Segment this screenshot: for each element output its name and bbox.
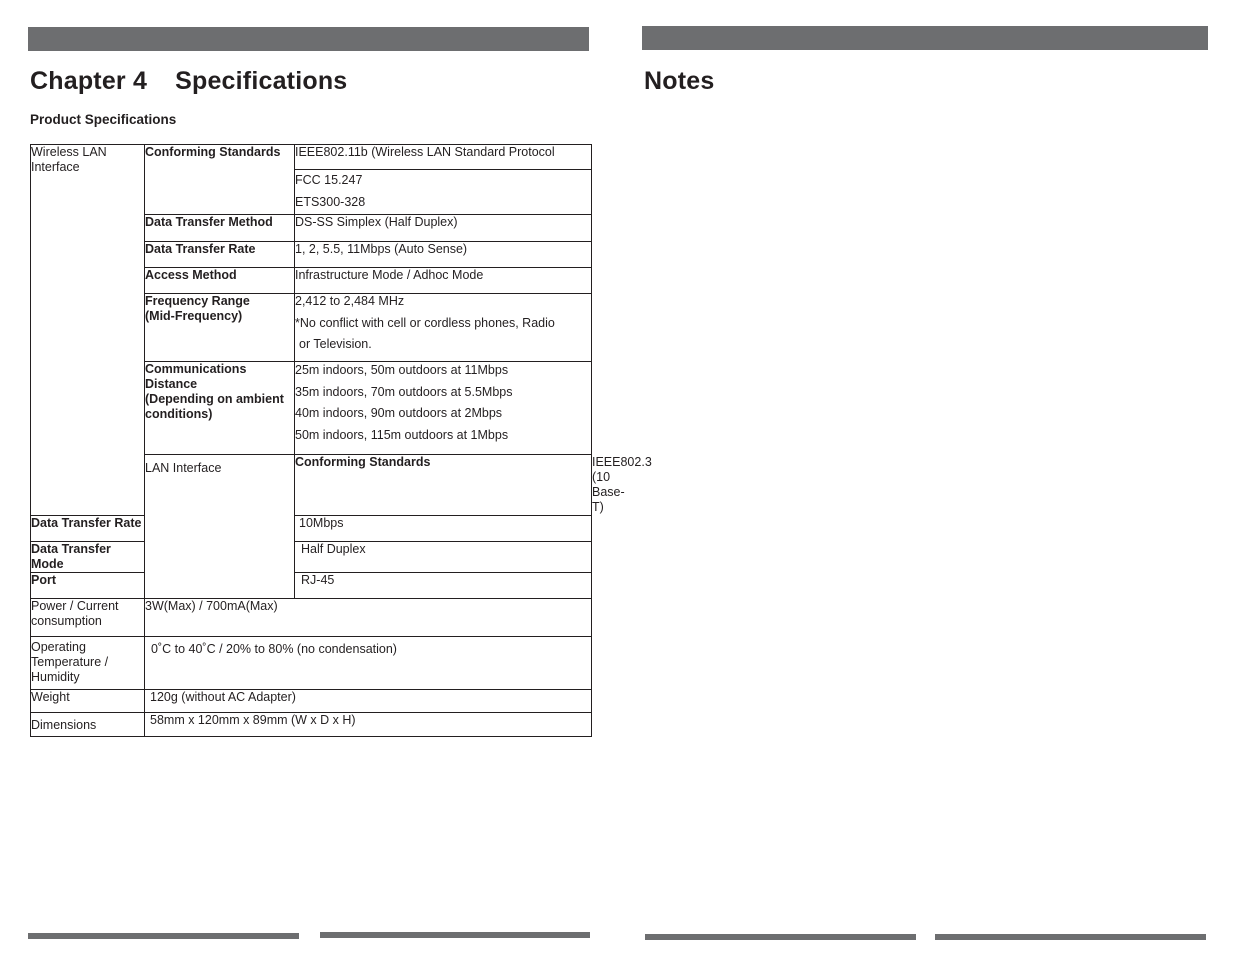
power-category-2: consumption [31,614,102,628]
distance-1mbps: 50m indoors, 115m outdoors at 1Mbps [295,427,509,442]
wlan-access-method-value: Infrastructure Mode / Adhoc Mode [295,268,592,294]
lan-port-value: RJ-45 [295,573,592,599]
right-header-bar [642,26,1208,50]
lan-conforming-standards-label: Conforming Standards [295,455,592,516]
frequency-range-value: 2,412 to 2,484 MHz [295,294,405,308]
table-row [31,542,592,573]
lan-category: LAN Interface [145,461,222,475]
table-row [31,690,592,713]
table-row [31,573,592,599]
operating-category-1: Operating [31,640,86,654]
lan-data-transfer-mode-value: Half Duplex [295,542,592,573]
operating-category-3: Humidity [31,670,80,684]
section-title: Product Specifications [30,112,177,127]
wlan-communications-distance-value-cell [295,362,592,455]
operating-category-2: Temperature / [31,655,109,669]
table-row [31,145,592,170]
weight-category: Weight [31,690,145,713]
wlan-frequency-range-label-cell [145,294,295,362]
wlan-data-transfer-method-label: Data Transfer Method [145,215,295,242]
wlan-conforming-standards-value: IEEE802.11b (Wireless LAN Standard Protocol [295,145,592,170]
wlan-certifications-cell [295,170,592,215]
left-footer-bar-2 [320,932,590,938]
table-row [31,516,592,542]
wlan-data-transfer-method-value: DS-SS Simplex (Half Duplex) [295,215,592,242]
frequency-range-note: *No conflict with cell or cordless phones, Radio [295,315,555,330]
operating-value: 0˚C to 40˚C / 20% to 80% (no condensation) [145,637,592,690]
chapter-title [30,67,347,96]
communications-distance-label-4: conditions) [145,407,213,421]
dimensions-value: 58mm x 120mm x 89mm (W x D x H) [145,713,592,737]
frequency-range-label: Frequency Range [145,294,250,308]
wlan-frequency-range-value-cell [295,294,592,362]
lan-port-label: Port [31,573,145,599]
wlan-data-transfer-rate-value: 1, 2, 5.5, 11Mbps (Auto Sense) [295,242,592,268]
table-row [31,637,592,690]
lan-data-transfer-rate-label: Data Transfer Rate [31,516,145,542]
specifications-table [30,144,652,737]
chapter-title-text: Specifications [175,67,348,95]
distance-5-5mbps: 35m indoors, 70m outdoors at 5.5Mbps [295,384,513,399]
dimensions-category: Dimensions [31,713,145,737]
operating-category-cell [31,637,145,690]
communications-distance-label-2: Distance [145,377,198,391]
power-value: 3W(Max) / 700mA(Max) [145,599,592,637]
wireless-lan-category-cell [31,145,145,516]
power-category-cell [31,599,145,637]
right-footer-bar-2 [935,934,1206,940]
frequency-range-sublabel: (Mid-Frequency) [145,309,243,323]
lan-data-transfer-mode-label: Data Transfer Mode [31,542,145,573]
wlan-certification-ets: ETS300-328 [295,194,366,209]
chapter-number: Chapter 4 [30,67,148,95]
wireless-lan-category: Wireless LAN Interface [31,145,107,174]
distance-11mbps: 25m indoors, 50m outdoors at 11Mbps [295,363,509,377]
lan-category-cell [145,455,295,599]
wlan-certification-fcc: FCC 15.247 [295,173,363,187]
lan-data-transfer-rate-value: 10Mbps [295,516,592,542]
wlan-conforming-standards-label: Conforming Standards [145,145,295,215]
communications-distance-label-3: (Depending on ambient [145,392,284,406]
power-category-1: Power / Current [31,599,119,613]
table-row [31,599,592,637]
wlan-communications-distance-label-cell [145,362,295,455]
weight-value: 120g (without AC Adapter) [145,690,592,713]
notes-title: Notes [644,67,715,95]
wlan-data-transfer-rate-label: Data Transfer Rate [145,242,295,268]
wlan-access-method-label: Access Method [145,268,295,294]
left-footer-bar-1 [28,933,299,939]
table-row [31,713,592,737]
left-header-bar [28,27,589,51]
right-footer-bar-1 [645,934,916,940]
communications-distance-label-1: Communications [145,362,247,376]
distance-2mbps: 40m indoors, 90m outdoors at 2Mbps [295,406,503,420]
frequency-range-note-continued: or Television. [299,337,372,351]
table-row: LAN Interface Conforming Standards IEEE802.3 (10 Base-T) [31,455,592,516]
